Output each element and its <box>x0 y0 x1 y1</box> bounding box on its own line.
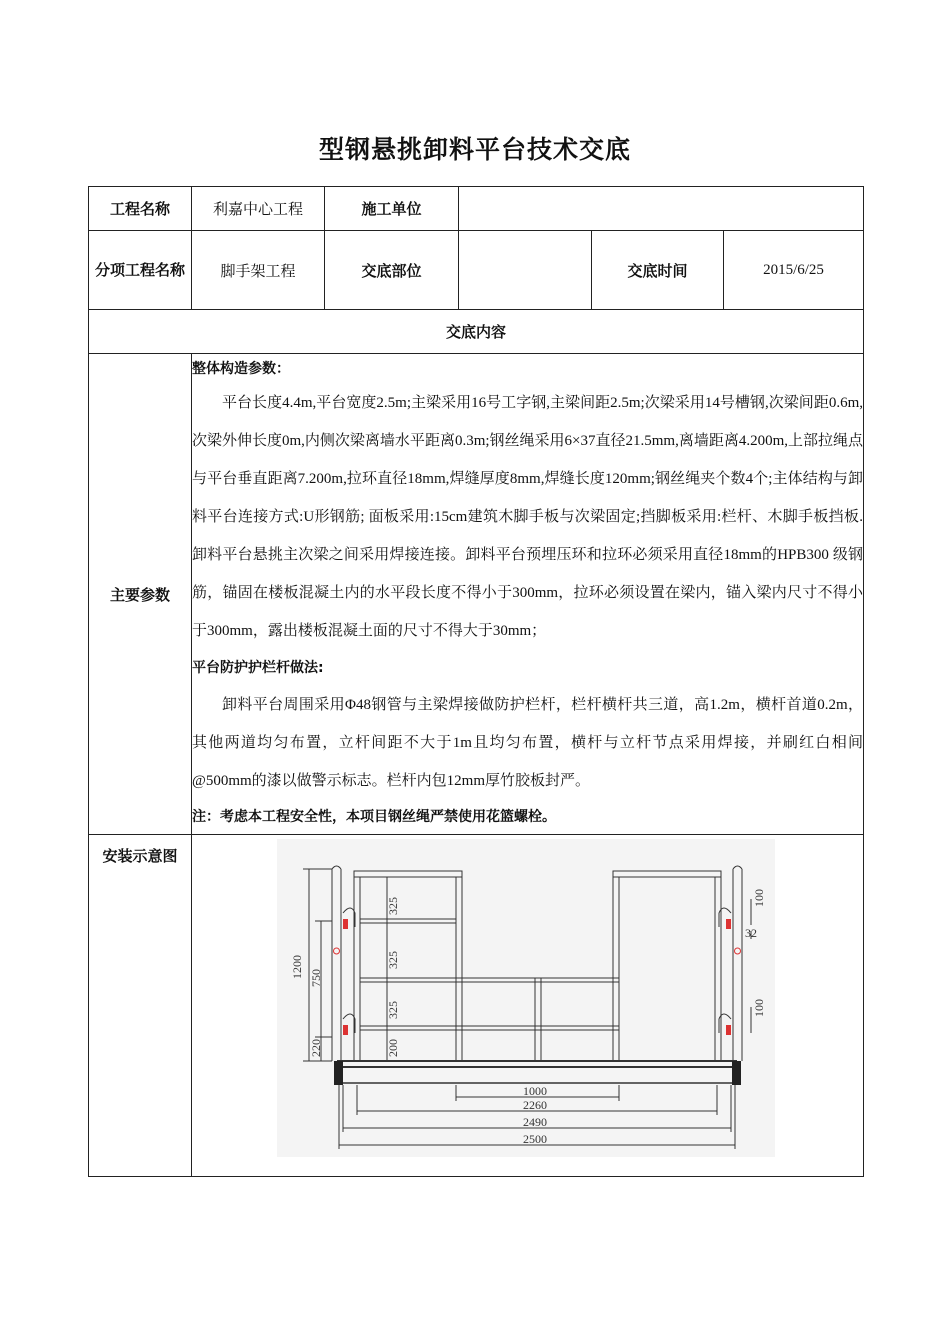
section-structure-title: 整体构造参数： <box>192 361 290 377</box>
dim-1200: 1200 <box>290 955 304 979</box>
section-railing-body: 卸料平台周围采用Φ48钢管与主梁焊接做防护栏杆，栏杆横杆共三道，高1.2m，横杆首道0.2m，其他两道均匀布置，立杆间距不大于1m且均匀布置，横杆与立杆节点采用焊接，并刷红白相间@500mm的漆以做警示标志。栏杆内包12mm厚竹胶板封严。 <box>192 697 864 789</box>
project-name-label: 工程名称 <box>89 187 192 231</box>
dim-325-c: 325 <box>386 1001 400 1019</box>
dim-1000: 1000 <box>523 1084 547 1098</box>
time-value: 2015/6/25 <box>724 231 864 310</box>
construction-unit-value <box>459 187 864 231</box>
construction-unit-label: 施工单位 <box>325 187 459 231</box>
location-label: 交底部位 <box>325 231 459 310</box>
dim-100-b: 100 <box>752 999 766 1017</box>
disclosure-table <box>88 186 864 1177</box>
safety-note: 注：考虑本工程安全性，本项目钢丝绳严禁使用花篮螺栓。 <box>192 809 556 825</box>
project-name-value: 利嘉中心工程 <box>192 187 325 231</box>
diagram-cell <box>192 835 864 1177</box>
dim-325-a: 325 <box>386 897 400 915</box>
content-header: 交底内容 <box>89 310 864 354</box>
dim-100-a: 100 <box>752 889 766 907</box>
document-title: 型钢悬挑卸料平台技术交底 <box>318 135 631 164</box>
time-label: 交底时间 <box>592 231 724 310</box>
diagram-label: 安装示意图 <box>89 835 192 1177</box>
sub-project-label: 分项工程名称 <box>89 231 192 310</box>
main-params-label: 主要参数 <box>89 354 192 835</box>
dim-200: 200 <box>386 1039 400 1057</box>
dim-325-b: 325 <box>386 951 400 969</box>
section-railing-title: 平台防护护栏杆做法: <box>192 660 324 676</box>
main-params-content <box>192 354 864 835</box>
section-structure-body: 平台长度4.4m,平台宽度2.5m;主梁采用16号工字钢,主梁间距2.5m;次梁采用14号槽钢,次梁间距0.6m,次梁外伸长度0m,内侧次梁离墙水平距离0.3m;钢丝绳采用6×37直径21.5mm,离墙距离4.200m,上部拉绳点与平台垂直距离7.200m,拉环直径18mm,焊缝厚度8mm,焊缝长度120mm;钢丝绳夹个数4个;主体结构与卸料平台连接方式:U形钢筋; 面板采用:15cm建筑木脚手板与次梁固定;挡脚板采用:栏杆、木脚手板挡板. 卸料平台悬挑主次梁之间采用焊接连接。卸料平台预埋压环和拉环必须采用直径18mm的HPB300 级钢筋，锚固在楼板混凝土内的水平段长度不得小于300mm，拉环必须设置在梁内，锚入梁内尺寸不得小于300mm，露出楼板混凝土面的尺寸不得大于30mm； <box>192 395 864 639</box>
dim-2500: 2500 <box>523 1132 547 1146</box>
dim-2260: 2260 <box>523 1098 547 1112</box>
dim-2490: 2490 <box>523 1115 547 1129</box>
dim-750: 750 <box>309 969 323 987</box>
sub-project-value: 脚手架工程 <box>192 231 325 310</box>
dim-220: 220 <box>309 1039 323 1057</box>
installation-diagram <box>277 839 775 1157</box>
dim-32: 32 <box>745 926 757 940</box>
location-value <box>459 231 592 310</box>
